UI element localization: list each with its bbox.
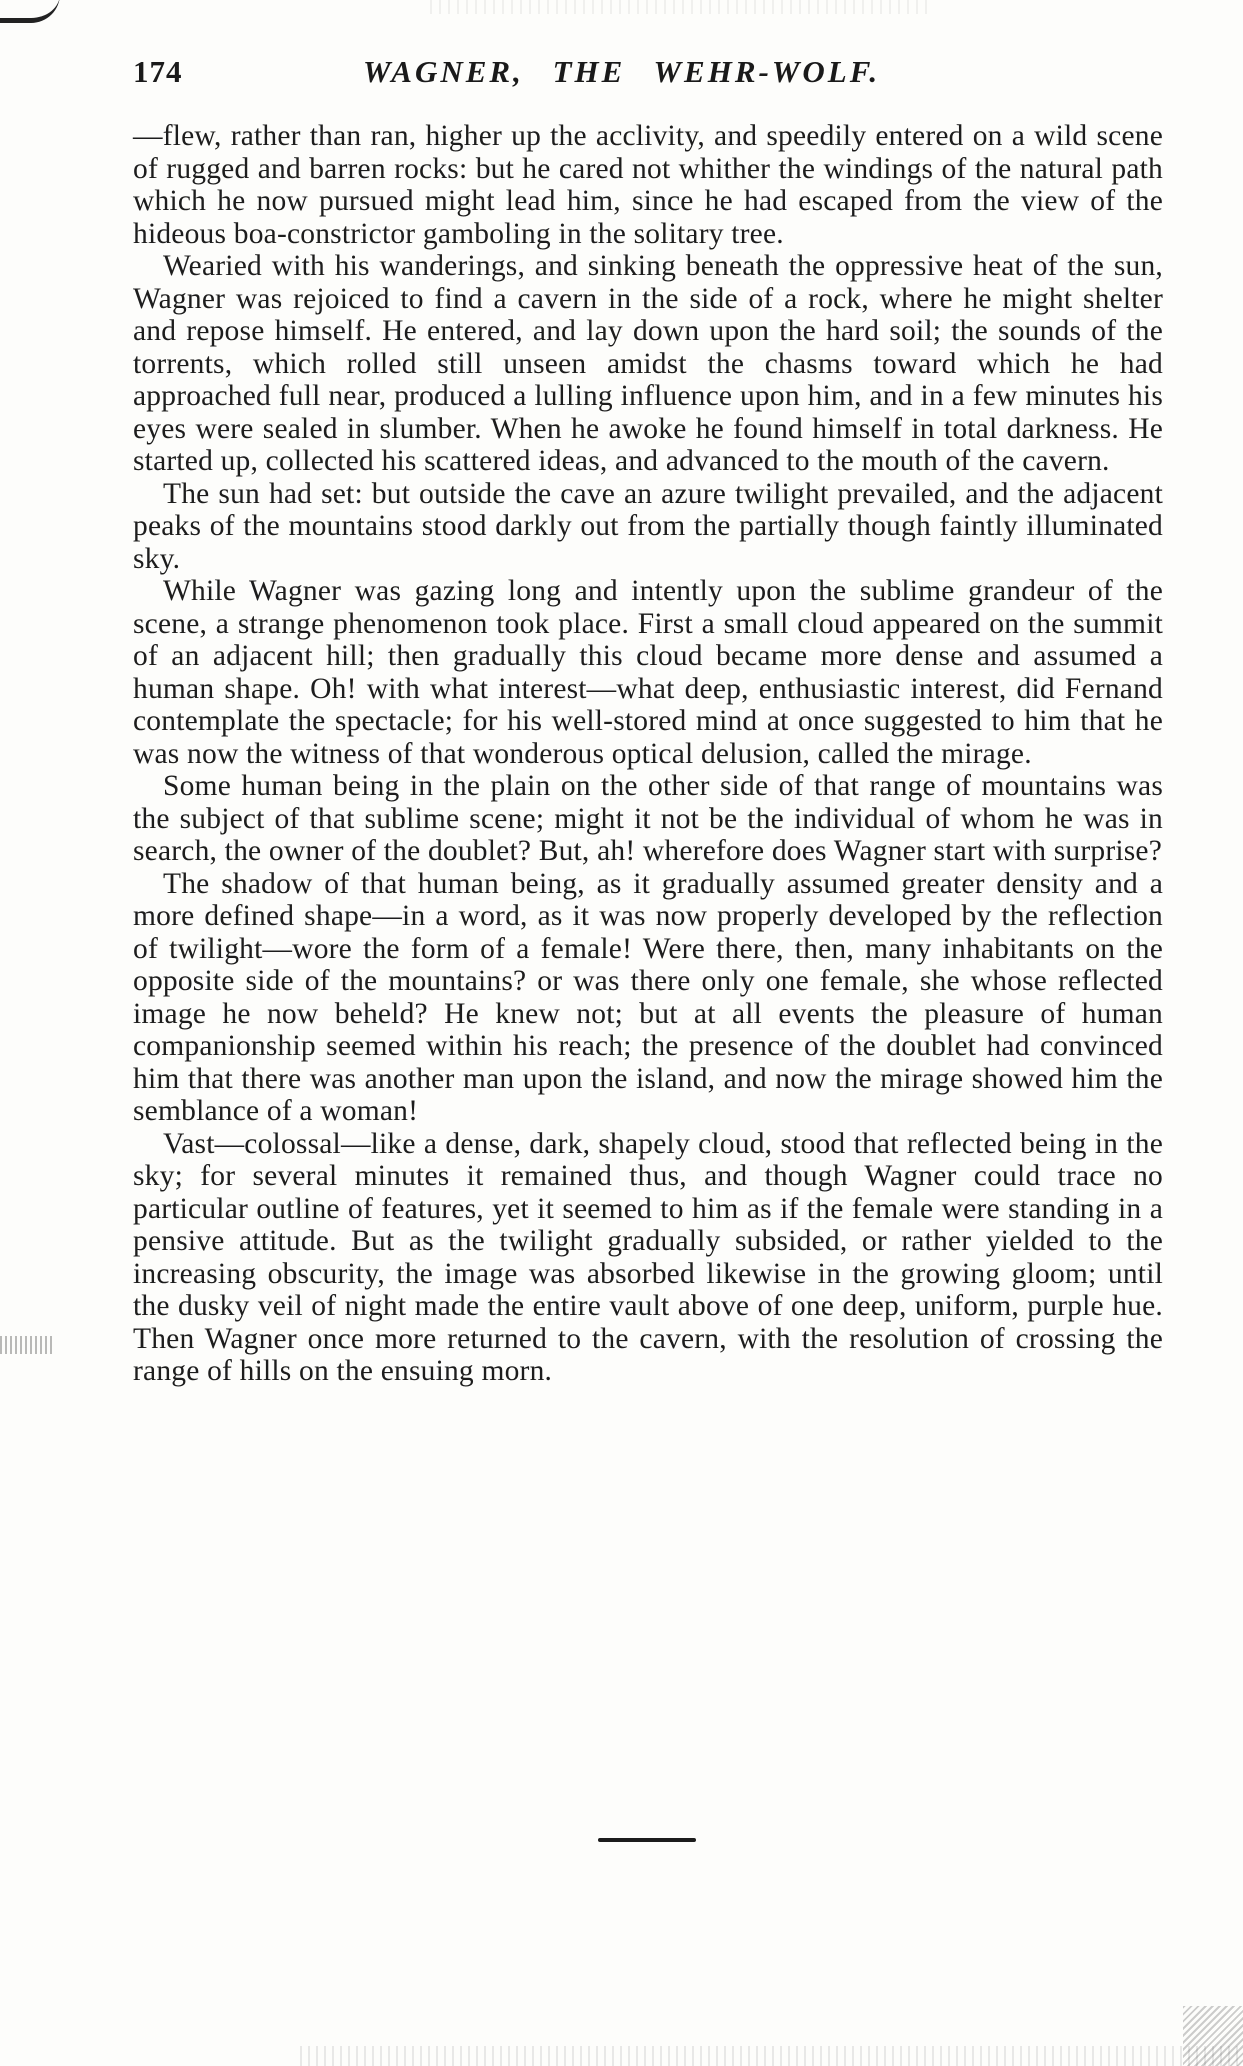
scan-artifact: [0, 0, 60, 23]
scan-artifact: [0, 1336, 52, 1354]
paragraph: The sun had set: but outside the cave an azure twilight prevailed, and the adjacent peaks of the mountains stood darkly out from the partially though faintly illuminated sky.: [133, 477, 1163, 575]
paragraph: Vast—colossal—like a dense, dark, shapely cloud, stood that reflected being in the sky; for several minutes it remained thus, and though Wagner could trace no particular outline of features, yet it seemed to him as if the female were standing in a pensive attitude. But as the twilight gradually subsided, or rather yielded to the increasing obscurity, the image was absorbed likewise in the growing gloom; until the dusky veil of night made the entire vault above of one deep, uniform, purple hue. Then Wagner once more returned to the cavern, with the resolution of crossing the range of hills on the ensuing morn.: [133, 1127, 1163, 1387]
scan-artifact: [1183, 2006, 1243, 2066]
running-title: WAGNER, THE WEHR-WOLF.: [363, 54, 881, 89]
paragraph: Wearied with his wanderings, and sinking beneath the oppressive heat of the sun, Wagner was rejoiced to find a cavern in the side of a rock, where he might shelter and repose himself. He entered, and lay down upon the hard soil; the sounds of the torrents, which rolled still unseen amidst the chasms toward which he had approached full near, produced a lulling influence upon him, and in a few minutes his eyes were sealed in slumber. When he awoke he found himself in total darkness. He started up, collected his scattered ideas, and advanced to the mouth of the cavern.: [133, 250, 1163, 477]
paragraph: The shadow of that human being, as it gradually assumed greater density and a more defined shape—in a word, as it was now properly developed by the reflection of twilight—wore the form of a female! Were there, then, many inhabitants on the opposite side of the mountains? or was there only one female, she whose reflected image he now beheld? He knew not; but at all events the pleasure of human companionship seemed within his reach; the presence of the doublet had convinced him that there was another man upon the island, and now the mirage showed him the semblance of a woman!: [133, 867, 1163, 1127]
paragraph: —flew, rather than ran, higher up the acclivity, and speedily entered on a wild scene of rugged and barren rocks: but he cared not whither the windings of the natural path which he now pursued might lead him, since he had escaped from the view of the hideous boa-constrictor gamboling in the solitary tree.: [133, 120, 1163, 250]
page-number: 174: [133, 54, 183, 89]
scan-artifact: [430, 0, 930, 14]
paragraph: Some human being in the plain on the other side of that range of mountains was the subject of that sublime scene; might it not be the individual of whom he was in search, the owner of the doublet? But, ah! wherefore does Wagner start with surprise?: [133, 770, 1163, 867]
running-head: [133, 54, 1163, 98]
section-end-rule: [598, 1838, 696, 1842]
scan-artifact: [300, 2046, 1243, 2066]
body-text: [133, 120, 1163, 1388]
paragraph: While Wagner was gazing long and intently upon the sublime grandeur of the scene, a strange phenomenon took place. First a small cloud appeared on the summit of an adjacent hill; then gradually this cloud became more dense and assumed a human shape. Oh! with what interest—what deep, enthusiastic interest, did Fernand contemplate the spectacle; for his well-stored mind at once suggested to him that he was now the witness of that wonderous optical delusion, called the mirage.: [133, 575, 1163, 770]
